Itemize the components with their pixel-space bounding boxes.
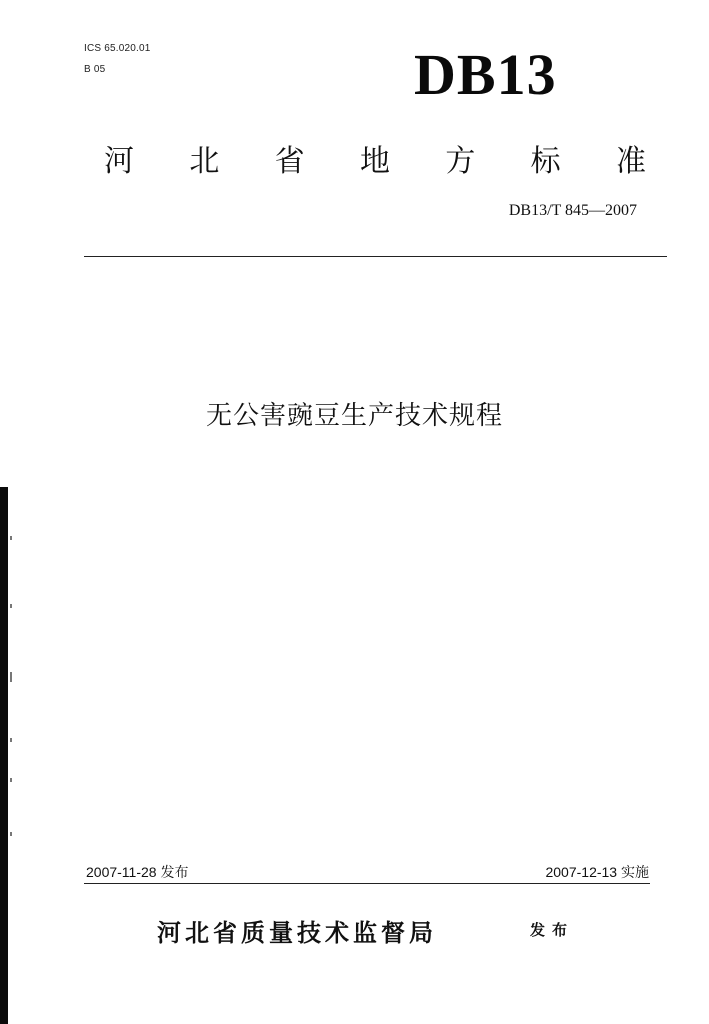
standard-type-char: 准 <box>615 144 646 179</box>
scan-speck <box>10 672 12 682</box>
issuing-authority: 河北省质量技术监督局 <box>157 919 437 947</box>
db13-logo: DB13 <box>414 42 557 107</box>
classification-code: B 05 <box>84 64 106 75</box>
issue-label: 发布 <box>530 921 575 939</box>
standard-type-char: 省 <box>274 144 305 179</box>
standard-type-char: 方 <box>445 144 476 179</box>
scan-speck <box>10 738 12 742</box>
standard-number: DB13/T 845—2007 <box>508 202 637 219</box>
scan-edge-shadow <box>0 487 8 1024</box>
standard-type-char: 标 <box>530 144 561 179</box>
standard-type-char: 地 <box>359 144 390 179</box>
implementation-date: 2007-12-13 实施 <box>545 864 649 880</box>
standard-type-title <box>104 136 646 180</box>
document-title: 无公害豌豆生产技术规程 <box>205 401 503 431</box>
bottom-divider <box>84 883 650 884</box>
scan-speck <box>10 536 12 540</box>
standard-type-char: 北 <box>189 144 220 179</box>
release-date: 2007-11-28 发布 <box>86 864 189 880</box>
standard-type-char: 河 <box>104 144 134 179</box>
ics-code: ICS 65.020.01 <box>84 43 151 54</box>
scan-speck <box>10 832 12 836</box>
top-divider <box>84 256 667 257</box>
scan-speck <box>10 604 12 608</box>
scan-speck <box>10 778 12 782</box>
